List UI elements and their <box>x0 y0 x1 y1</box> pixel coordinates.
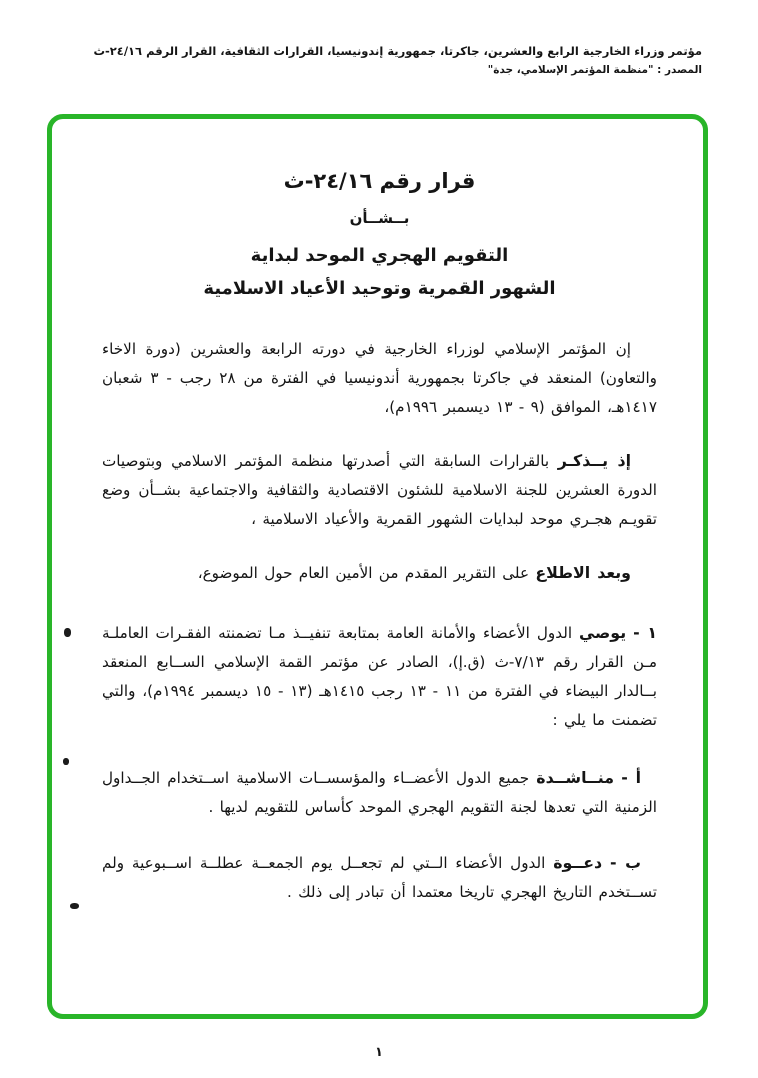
resolution-regarding-label: بــشــأن <box>349 209 410 227</box>
header-source-line: المصدر : "منظمة المؤتمر الإسلامي، جدة" <box>487 64 702 76</box>
resolution-content <box>52 119 703 907</box>
scan-artifact <box>63 758 69 765</box>
resolution-frame <box>47 114 708 1019</box>
preamble-paragraph: إن المؤتمر الإسلامي لوزراء الخارجية في دورته الرابعة والعشرين (دورة الاخاء والتعاون) المنعقد في جاكرتا بجمهورية أندونيسيا في الفترة من ٢٨ رجب - ٣ شعبان ١٤١٧هـ، الموافق (٩ - ١٣ ديسمبر ١٩٩٦م)، <box>102 340 657 416</box>
operative-item-1 <box>102 618 657 735</box>
sub-item-b-lead: دعــوة <box>553 853 603 872</box>
header-citation-line: مؤتمر وزراء الخارجية الرابع والعشرين، جاكرتا، جمهورية إندونيسيا، القرارات الثقافية، القرار الرقم ٢٤/١٦-ث <box>93 44 702 58</box>
page-number: ١ <box>375 1045 383 1060</box>
item-1-lead: يوصي <box>579 623 627 642</box>
document-header <box>56 44 702 76</box>
item-1-marker: ١ - <box>633 623 658 642</box>
resolution-number-title: قرار رقم ٢٤/١٦-ث <box>283 169 476 193</box>
sub-item-a-text: جميع الدول الأعضــاء والمؤسســات الاسلامية اســتخدام الجــداول الزمنية التي تعدها لجنة التقويم الهجري الموحد كأساس للتقويم لديها . <box>102 769 657 816</box>
sub-item-a <box>102 763 657 822</box>
resolution-subject-line1: التقويم الهجري الموحد لبداية <box>250 245 509 266</box>
having-reviewed-text: على التقرير المقدم من الأمين العام حول الموضوع، <box>197 564 536 582</box>
recalling-text: بالقرارات السابقة التي أصدرتها منظمة المؤتمر الاسلامي وبتوصيات الدورة العشرين للجنة الاسلامية للشئون الاقتصادية والثقافية والاجتماعية بشــأن وضع تقويـم هجـري موحد لبدايات الشهور القمرية والأعياد الاسلامية ، <box>102 452 657 528</box>
scan-artifact <box>64 628 71 637</box>
sub-item-b-text: الدول الأعضاء الــتي لم تجعــل يوم الجمعــة عطلــة اســبوعية ولم تســتخدم التاريخ الهجري تاريخا معتمدا أن تبادر إلى ذلك . <box>102 854 657 901</box>
sub-item-a-marker: أ - <box>621 768 642 787</box>
having-reviewed-paragraph <box>102 558 657 588</box>
item-1-text: الدول الأعضاء والأمانة العامة بمتابعة تنفيــذ مـا تضمنته الفقـرات العاملـة مـن القرار رقم ٧/١٣-ث (ق.إ)، الصادر عن مؤتمر القمة الإسلامي الســابع المنعقد بــالدار البيضاء في الفترة من ١١ - ١٣ رجب ١٤١٥هـ (١٣ - ١٥ ديسمبر ١٩٩٤م)، والتي تضمنت ما يلي : <box>102 624 658 729</box>
sub-item-a-lead: منــاشــدة <box>536 768 615 787</box>
resolution-subject-line2: الشهور القمرية وتوحيد الأعياد الاسلامية <box>203 278 556 299</box>
having-reviewed-lead: وبعد الاطلاع <box>535 563 631 582</box>
scan-artifact <box>70 903 79 909</box>
sub-item-b <box>102 848 657 907</box>
sub-item-b-marker: ب - <box>610 853 642 872</box>
recalling-lead: إذ يــذكـر <box>557 451 631 470</box>
resolution-title-block <box>102 169 657 299</box>
recalling-paragraph <box>102 446 657 534</box>
